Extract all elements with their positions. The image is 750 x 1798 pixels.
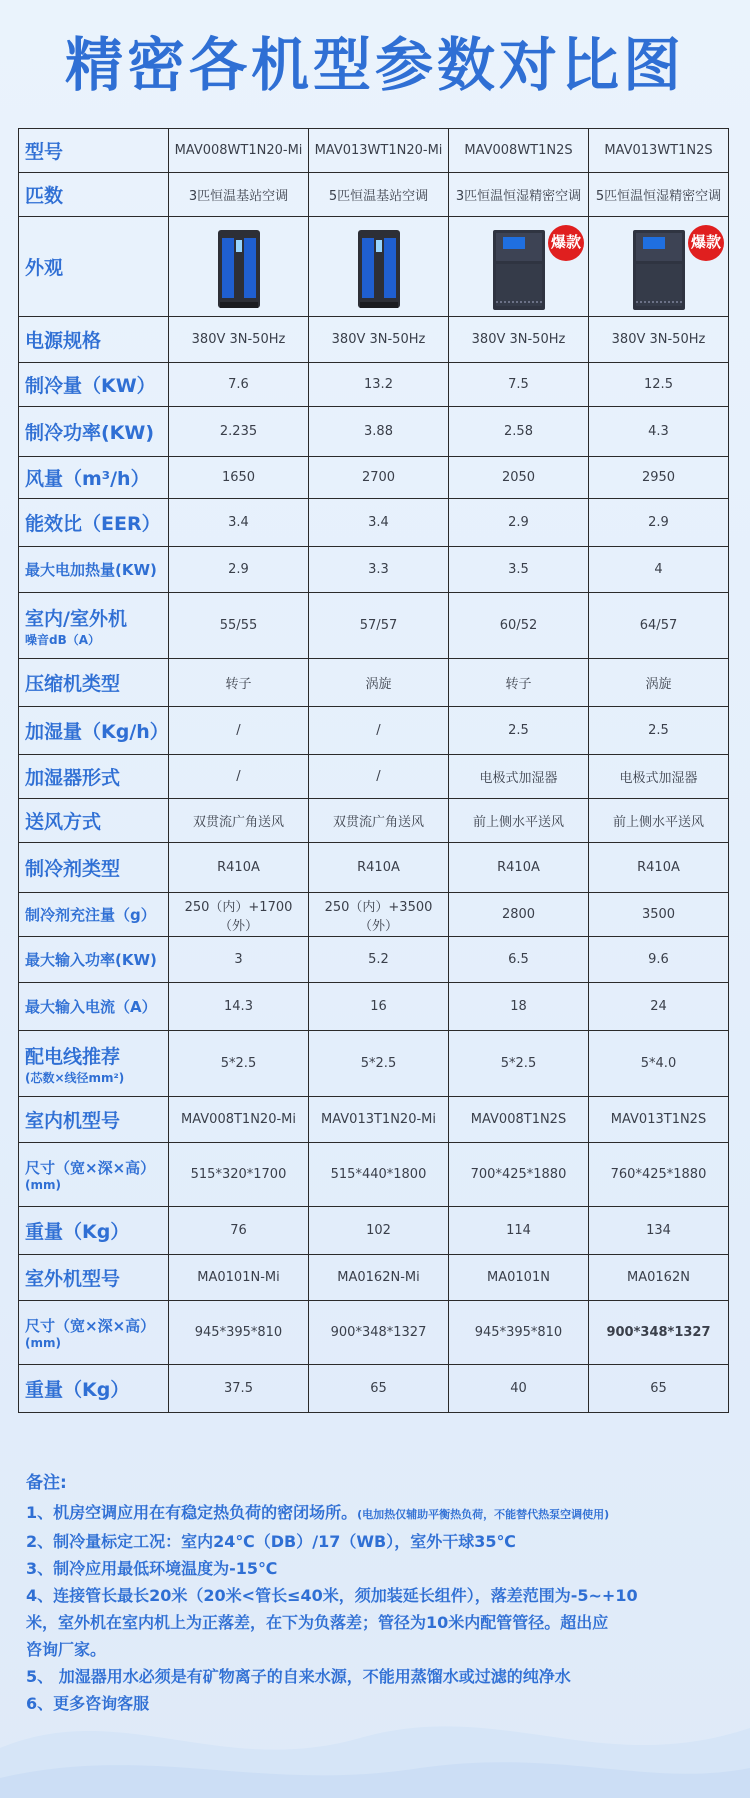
note-5: 5、 加湿器用水必须是有矿物离子的自来水源，不能用蒸馏水或过滤的纯净水 — [26, 1667, 571, 1686]
cell-eer-3: 2.9 — [449, 499, 589, 547]
cell-wire-3: 5*2.5 — [449, 1031, 589, 1097]
cell-cooling-power-1: 2.235 — [169, 407, 309, 457]
cell-model-3: MAV008WT1N2S — [449, 129, 589, 173]
label-indoor-size-line-1: (mm) — [25, 1178, 61, 1192]
cell-indoor-size-2: 515*440*1800 — [309, 1143, 449, 1207]
product-image-cell-1 — [169, 217, 309, 317]
cell-refrigerant-4: R410A — [589, 843, 729, 893]
label-outdoor-weight — [19, 1365, 169, 1413]
cell-outdoor-model-1: MA0101N-Mi — [169, 1255, 309, 1301]
label-power-line-0: 电源规格 — [25, 330, 102, 352]
cell-indoor-weight-1: 76 — [169, 1207, 309, 1255]
row-appearance — [19, 217, 729, 317]
label-max-current-line-0: 最大输入电流（A） — [25, 998, 157, 1016]
note-4a: 4、连接管长最长20米（20米<管长≤40米，须加装延长组件），落差范围为-5~+10 — [26, 1586, 638, 1605]
cell-indoor-size-1: 515*320*1700 — [169, 1143, 309, 1207]
cell-charge-4: 3500 — [589, 893, 729, 937]
row-type — [19, 173, 729, 217]
note-3: 3、制冷应用最低环境温度为-15℃ — [26, 1559, 278, 1578]
cell-indoor-size-3: 700*425*1880 — [449, 1143, 589, 1207]
row-refrigerant — [19, 843, 729, 893]
cell-type-1: 3匹恒温基站空调 — [169, 173, 309, 217]
cell-outdoor-size-1: 945*395*810 — [169, 1301, 309, 1365]
label-outdoor-size — [19, 1301, 169, 1365]
note-2: 2、制冷量标定工况：室内24℃（DB）/17（WB），室外干球35℃ — [26, 1532, 516, 1551]
cell-airflow-1: 1650 — [169, 457, 309, 499]
label-charge-line-0: 制冷剂充注量（g） — [25, 906, 156, 924]
row-noise — [19, 593, 729, 659]
label-type-line-0: 匹数 — [25, 185, 64, 207]
label-wire-line-0: 配电线推荐 — [25, 1045, 121, 1068]
cell-compressor-2: 涡旋 — [309, 659, 449, 707]
cell-charge-3: 2800 — [449, 893, 589, 937]
label-airflow — [19, 457, 169, 499]
spec-table — [18, 128, 729, 1413]
row-outdoor-size — [19, 1301, 729, 1365]
cell-power-4: 380V 3N-50Hz — [589, 317, 729, 363]
label-supply-line-0: 送风方式 — [25, 811, 102, 833]
note-6: 6、更多咨询客服 — [26, 1694, 150, 1713]
label-cooling-line-0: 制冷量（KW） — [25, 375, 156, 397]
cell-indoor-size-4: 760*425*1880 — [589, 1143, 729, 1207]
row-max-input-power — [19, 937, 729, 983]
precision-unit-image — [491, 228, 547, 316]
label-outdoor-weight-line-0: 重量（Kg） — [25, 1379, 130, 1401]
cell-outdoor-model-3: MA0101N — [449, 1255, 589, 1301]
cell-power-3: 380V 3N-50Hz — [449, 317, 589, 363]
base-station-unit-image — [216, 228, 262, 314]
label-noise — [19, 593, 169, 659]
label-supply — [19, 799, 169, 843]
cell-charge-2: 250（内）+3500（外） — [309, 893, 449, 937]
cell-type-2: 5匹恒温基站空调 — [309, 173, 449, 217]
cell-type-4: 5匹恒温恒湿精密空调 — [589, 173, 729, 217]
label-outdoor-size-line-0: 尺寸（宽×深×高） — [25, 1317, 156, 1335]
cell-indoor-weight-2: 102 — [309, 1207, 449, 1255]
label-humidifier-line-0: 加湿器形式 — [25, 767, 121, 789]
label-indoor-weight-line-0: 重量（Kg） — [25, 1221, 130, 1243]
notes-heading: 备注: — [26, 1473, 67, 1493]
label-wire-line-1: (芯数×线径mm²) — [25, 1070, 125, 1085]
cell-indoor-weight-3: 114 — [449, 1207, 589, 1255]
row-humidify — [19, 707, 729, 755]
page-title: 精密各机型参数对比图 — [64, 31, 685, 99]
cell-humidify-4: 2.5 — [589, 707, 729, 755]
label-cooling-power — [19, 407, 169, 457]
cell-humidify-1: / — [169, 707, 309, 755]
label-noise-line-0: 室内/室外机 — [25, 607, 127, 630]
label-type — [19, 173, 169, 217]
label-max-input-power-line-0: 最大输入功率(KW) — [25, 951, 157, 969]
cell-heating-3: 3.5 — [449, 547, 589, 593]
row-eer — [19, 499, 729, 547]
note-1-text: 1、机房空调应用在有稳定热负荷的密闭场所。 — [26, 1503, 358, 1522]
label-power — [19, 317, 169, 363]
note-4c: 咨询厂家。 — [26, 1640, 107, 1659]
label-charge — [19, 893, 169, 937]
row-cooling — [19, 363, 729, 407]
cell-max-current-4: 24 — [589, 983, 729, 1031]
row-outdoor-weight — [19, 1365, 729, 1413]
hot-sale-badge: 爆款 — [548, 225, 584, 261]
label-appearance — [19, 217, 169, 317]
cell-eer-1: 3.4 — [169, 499, 309, 547]
row-indoor-weight — [19, 1207, 729, 1255]
cell-model-4: MAV013WT1N2S — [589, 129, 729, 173]
label-refrigerant-line-0: 制冷剂类型 — [25, 858, 121, 880]
cell-supply-2: 双贯流广角送风 — [309, 799, 449, 843]
cell-outdoor-size-2: 900*348*1327 — [309, 1301, 449, 1365]
label-humidify — [19, 707, 169, 755]
label-max-input-power — [19, 937, 169, 983]
cell-refrigerant-3: R410A — [449, 843, 589, 893]
row-charge — [19, 893, 729, 937]
row-supply — [19, 799, 729, 843]
label-max-current — [19, 983, 169, 1031]
cell-noise-1: 55/55 — [169, 593, 309, 659]
cell-outdoor-weight-1: 37.5 — [169, 1365, 309, 1413]
cell-airflow-2: 2700 — [309, 457, 449, 499]
cell-airflow-3: 2050 — [449, 457, 589, 499]
cell-compressor-1: 转子 — [169, 659, 309, 707]
precision-unit-image — [631, 228, 687, 316]
cell-max-current-3: 18 — [449, 983, 589, 1031]
cell-eer-4: 2.9 — [589, 499, 729, 547]
label-outdoor-size-line-1: (mm) — [25, 1336, 61, 1350]
cell-max-input-power-1: 3 — [169, 937, 309, 983]
cell-model-2: MAV013WT1N20-Mi — [309, 129, 449, 173]
cell-cooling-2: 13.2 — [309, 363, 449, 407]
label-indoor-model-line-0: 室内机型号 — [25, 1110, 121, 1132]
cell-wire-2: 5*2.5 — [309, 1031, 449, 1097]
row-cooling-power — [19, 407, 729, 457]
row-wire — [19, 1031, 729, 1097]
cell-max-input-power-4: 9.6 — [589, 937, 729, 983]
background-wave — [0, 1628, 750, 1798]
cell-supply-3: 前上侧水平送风 — [449, 799, 589, 843]
cell-noise-3: 60/52 — [449, 593, 589, 659]
label-model-line-0: 型号 — [25, 141, 64, 163]
row-compressor — [19, 659, 729, 707]
row-outdoor-model — [19, 1255, 729, 1301]
label-outdoor-model — [19, 1255, 169, 1301]
cell-cooling-4: 12.5 — [589, 363, 729, 407]
cell-model-1: MAV008WT1N20-Mi — [169, 129, 309, 173]
row-indoor-size — [19, 1143, 729, 1207]
cell-heating-2: 3.3 — [309, 547, 449, 593]
hot-sale-badge: 爆款 — [688, 225, 724, 261]
row-heating — [19, 547, 729, 593]
cell-compressor-4: 涡旋 — [589, 659, 729, 707]
cell-noise-2: 57/57 — [309, 593, 449, 659]
cell-outdoor-size-3: 945*395*810 — [449, 1301, 589, 1365]
label-indoor-size — [19, 1143, 169, 1207]
label-eer — [19, 499, 169, 547]
note-1 — [26, 1499, 736, 1528]
row-model — [19, 129, 729, 173]
label-appearance-line-0: 外观 — [25, 257, 64, 279]
cell-max-current-1: 14.3 — [169, 983, 309, 1031]
label-model — [19, 129, 169, 173]
cell-humidifier-4: 电极式加湿器 — [589, 755, 729, 799]
cell-outdoor-size-4: 900*348*1327 — [589, 1301, 729, 1365]
cell-outdoor-model-2: MA0162N-Mi — [309, 1255, 449, 1301]
cell-outdoor-weight-4: 65 — [589, 1365, 729, 1413]
cell-cooling-1: 7.6 — [169, 363, 309, 407]
cell-indoor-model-1: MAV008T1N20-Mi — [169, 1097, 309, 1143]
cell-humidify-3: 2.5 — [449, 707, 589, 755]
cell-max-input-power-3: 6.5 — [449, 937, 589, 983]
cell-supply-1: 双贯流广角送风 — [169, 799, 309, 843]
label-humidifier — [19, 755, 169, 799]
cell-power-1: 380V 3N-50Hz — [169, 317, 309, 363]
label-cooling-power-line-0: 制冷功率(KW) — [25, 422, 155, 444]
note-4b: 米，室外机在室内机上为正落差，在下为负落差；管径为10米内配管管径。超出应 — [26, 1613, 609, 1632]
cell-refrigerant-1: R410A — [169, 843, 309, 893]
note-1-small: (电加热仅辅助平衡热负荷，不能替代热泵空调使用) — [357, 1508, 610, 1521]
label-compressor — [19, 659, 169, 707]
cell-heating-4: 4 — [589, 547, 729, 593]
cell-noise-4: 64/57 — [589, 593, 729, 659]
cell-max-input-power-2: 5.2 — [309, 937, 449, 983]
label-indoor-size-line-0: 尺寸（宽×深×高） — [25, 1159, 156, 1177]
cell-humidify-2: / — [309, 707, 449, 755]
cell-outdoor-weight-2: 65 — [309, 1365, 449, 1413]
label-wire — [19, 1031, 169, 1097]
cell-humidifier-2: / — [309, 755, 449, 799]
cell-indoor-weight-4: 134 — [589, 1207, 729, 1255]
base-station-unit-image — [356, 228, 402, 314]
cell-outdoor-model-4: MA0162N — [589, 1255, 729, 1301]
cell-indoor-model-3: MAV008T1N2S — [449, 1097, 589, 1143]
label-noise-line-1: 噪音dB（A） — [25, 632, 101, 647]
label-humidify-line-0: 加湿量（Kg/h） — [25, 721, 169, 743]
label-outdoor-model-line-0: 室外机型号 — [25, 1268, 121, 1290]
row-airflow — [19, 457, 729, 499]
label-eer-line-0: 能效比（EER） — [25, 513, 161, 535]
product-image-cell-3 — [449, 217, 589, 317]
cell-wire-4: 5*4.0 — [589, 1031, 729, 1097]
cell-compressor-3: 转子 — [449, 659, 589, 707]
cell-type-3: 3匹恒温恒湿精密空调 — [449, 173, 589, 217]
product-image-cell-4 — [589, 217, 729, 317]
label-heating — [19, 547, 169, 593]
cell-indoor-model-2: MAV013T1N20-Mi — [309, 1097, 449, 1143]
row-indoor-model — [19, 1097, 729, 1143]
cell-heating-1: 2.9 — [169, 547, 309, 593]
label-compressor-line-0: 压缩机类型 — [25, 673, 121, 695]
cell-humidifier-1: / — [169, 755, 309, 799]
cell-power-2: 380V 3N-50Hz — [309, 317, 449, 363]
cell-max-current-2: 16 — [309, 983, 449, 1031]
row-humidifier — [19, 755, 729, 799]
label-refrigerant — [19, 843, 169, 893]
label-cooling — [19, 363, 169, 407]
cell-indoor-model-4: MAV013T1N2S — [589, 1097, 729, 1143]
label-heating-line-0: 最大电加热量(KW) — [25, 561, 157, 579]
product-image-cell-2 — [309, 217, 449, 317]
row-max-current — [19, 983, 729, 1031]
cell-humidifier-3: 电极式加湿器 — [449, 755, 589, 799]
cell-cooling-power-3: 2.58 — [449, 407, 589, 457]
cell-outdoor-weight-3: 40 — [449, 1365, 589, 1413]
cell-wire-1: 5*2.5 — [169, 1031, 309, 1097]
cell-cooling-3: 7.5 — [449, 363, 589, 407]
cell-eer-2: 3.4 — [309, 499, 449, 547]
row-power — [19, 317, 729, 363]
cell-charge-1: 250（内）+1700（外） — [169, 893, 309, 937]
cell-supply-4: 前上侧水平送风 — [589, 799, 729, 843]
cell-airflow-4: 2950 — [589, 457, 729, 499]
cell-cooling-power-2: 3.88 — [309, 407, 449, 457]
label-airflow-line-0: 风量（m³/h） — [25, 468, 150, 490]
label-indoor-weight — [19, 1207, 169, 1255]
label-indoor-model — [19, 1097, 169, 1143]
cell-cooling-power-4: 4.3 — [589, 407, 729, 457]
cell-refrigerant-2: R410A — [309, 843, 449, 893]
